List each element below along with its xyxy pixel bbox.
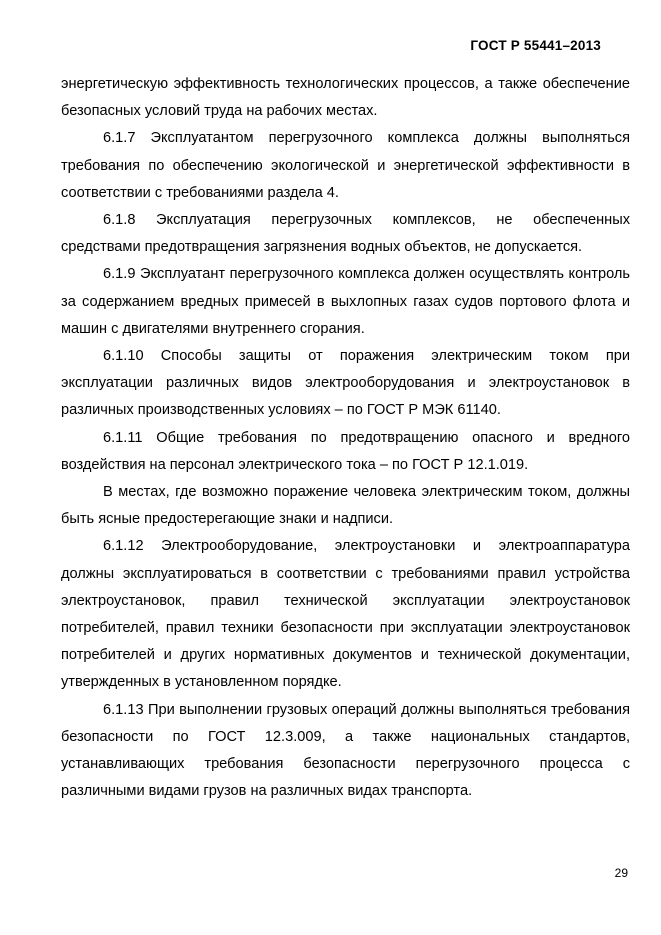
- paragraph-6-1-13: 6.1.13 При выполнении грузовых операций должны выполняться требования безопасности по ГОСТ 12.3.009, а также национальных стандартов, устанавливающих требования безопасности перегрузочного процесса с различными видами грузов на различных видах транспорта.: [61, 701, 630, 800]
- paragraph-6-1-7: 6.1.7 Эксплуатантом перегрузочного комплекса должны выполняться требования по обеспечению экологической и энергетической эффективности в соответствии с требованиями раздела 4.: [61, 130, 630, 201]
- page-number: 29: [614, 866, 628, 880]
- paragraph-continuation: энергетическую эффективность технологических процессов, а также обеспечение безопасных условий труда на рабочих местах.: [61, 76, 630, 120]
- paragraph-6-1-9: 6.1.9 Эксплуатант перегрузочного комплекса должен осуществлять контроль за содержанием вредных примесей в выхлопных газах судов портового флота и машин с двигателями внутреннего сгорания.: [61, 266, 630, 337]
- paragraph-6-1-11: 6.1.11 Общие требования по предотвращению опасного и вредного воздействия на персонал электрического тока – по ГОСТ Р 12.1.019.: [61, 429, 630, 473]
- paragraph-6-1-10: 6.1.10 Способы защиты от поражения электрическим током при эксплуатации различных видов электрооборудования и электроустановок в различных производственных условиях – по ГОСТ Р МЭК 61140.: [61, 348, 630, 419]
- paragraph-6-1-12: 6.1.12 Электрооборудование, электроустановки и электроаппаратура должны эксплуатироваться в соответствии с требованиями правил устройства электроустановок, правил технической эксплуатации электроустановок потребителей, правил техники безопасности при эксплуатации электроустановок потребителей и других нормативных документов и технической документации, утвержденных в установленном порядке.: [61, 538, 630, 691]
- standard-header: ГОСТ Р 55441–2013: [470, 38, 601, 53]
- paragraph-warning-signs: В местах, где возможно поражение человека электрическим током, должны быть ясные предостерегающие знаки и надписи.: [61, 484, 630, 528]
- paragraph-6-1-8: 6.1.8 Эксплуатация перегрузочных комплексов, не обеспеченных средствами предотвращения загрязнения водных объектов, не допускается.: [61, 212, 630, 256]
- document-body: [61, 71, 630, 805]
